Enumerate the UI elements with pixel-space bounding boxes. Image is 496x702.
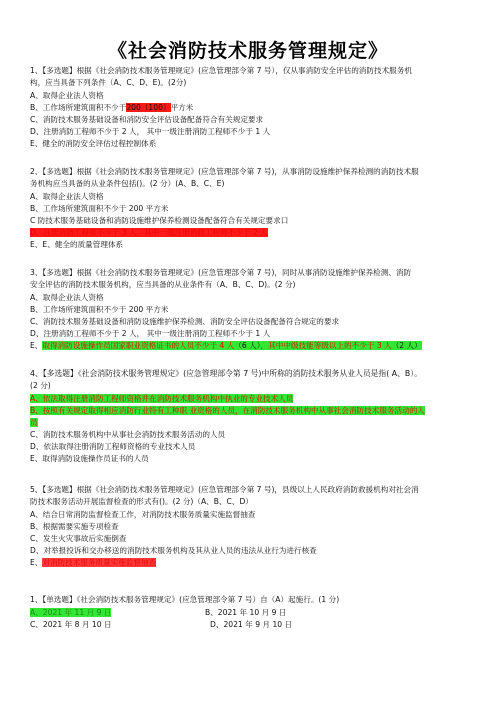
s1-option-b: B、2021 年 10 月 9 日 xyxy=(205,608,287,617)
q3-option-b: B、工作场所建筑面积不少于 200 平方米 xyxy=(30,305,169,314)
q4-option-b-highlight2: 员 xyxy=(30,418,38,427)
s1-stem-line1: 1、【单选题】《社会消防技术服务管理规定》(应急管理部令第 7 号）自（A）起施行。(1 分) xyxy=(30,595,340,604)
q2-option-b: B、工作场所建筑面积不少于 200 平方米 xyxy=(30,204,169,213)
q2-option-a: A、取得企业法人资格 xyxy=(30,192,104,201)
q2-stem-line2: 务机构应当具备的从业条件包括()。(2 分）(A、B、C、E) xyxy=(30,179,225,188)
q2-stem-line1: 2、【多选题】根据《社会消防技术服务管理规定》(应急管理部令第 7 号)，从事消防设施维护保养检测的消防技术服 xyxy=(30,167,419,176)
q5-stem-line1: 5、【多选题】根据《社会消防技术服务管理规定》(应急管理部令第 7 号)，县级以上人民政府消防救援机构对社会消 xyxy=(30,485,419,494)
q1-option-c: C、消防技术服务基础设备和消防安全评估设备配备符合有关规定要求 xyxy=(30,115,264,124)
q3-option-e-highlight1: 取得消防设施操作员国家职业资格证书的人员不少于 4 人 xyxy=(42,341,235,350)
q1-option-e: E、健全的消防安全评估过程控制体系 xyxy=(30,139,157,148)
s1-option-d: D、2021 年 9 月 10 日 xyxy=(210,620,293,629)
q2-option-d-highlight: D、注册消防工程师不少于 3 人，其中一级注册消防工程师不少于 2 人 xyxy=(30,228,268,237)
q5-option-c: C、发生火灾事故后实施倒查 xyxy=(30,534,127,543)
q5-option-d: D、对举报投诉和交办移送的消防技术服务机构及其从业人员的违法从业行为进行核查 xyxy=(30,546,317,555)
q1-option-a: A、取得企业法人资格 xyxy=(30,91,104,100)
q1-option-b xyxy=(30,103,193,113)
q3-option-d: D、注册消防工程师不少于 2 人， 其中一级注册消防工程师不少于 1 人 xyxy=(30,329,271,338)
q1-stem-line2: 构，应当具备下列条件（A、C、D、E)。(2分) xyxy=(30,78,187,87)
q3-option-e-pre: E、 xyxy=(30,341,43,350)
q1-option-d: D、注册消防工程师不少于 2 人， 其中一级注册消防工程师不少于 1 人 xyxy=(30,127,271,136)
q4-stem-line2: (2 分) xyxy=(30,381,51,390)
q2-option-d xyxy=(30,228,268,238)
q1-stem-line1: 1、【多选题】根据《社会消防技术服务管理规定》(应急管理部令第 7 号），仅从事消防安全评估的消防技术服务机 xyxy=(30,66,412,75)
q1-option-b-pre: B、工作场所建筑面积不少于 xyxy=(30,103,127,112)
q3-stem-line2: 安全评估的消防技术服务机构，应当具备的从业条件有（A、B、C、D)。(2 分) xyxy=(30,280,296,289)
q5-stem-line2: 防技术服务活动开展监督检查的形式有()。(2 分)（A、B、C、D） xyxy=(30,497,253,506)
q1-option-b-post: 平方米 xyxy=(170,103,194,112)
q1-option-b-highlight: 200（100） xyxy=(126,103,171,112)
q3-stem-line1: 3、【多选题】根据《社会消防技术服务管理规定》(应急管理部令第 7 号)，同时从事消防设施维护保养检测、消防 xyxy=(30,268,412,277)
q5-option-e-highlight: 对消防技术服务质量实施监督抽查 xyxy=(42,558,157,567)
q2-option-c: C 防技术服务基础设备和消防设施维护保养检测设备配备符合有关规定要求口 xyxy=(30,216,289,225)
q4-option-b-line2 xyxy=(30,418,38,428)
s1-option-a-highlight: A、2021 年 11 月 9 日 xyxy=(30,608,112,617)
q3-option-c: C、消防技术服务基础设备和消防设施维护保养检测、消防安全评估设备配备符合规定的要求 xyxy=(30,317,340,326)
s1-option-c: C、2021 年 8 月 10 日 xyxy=(30,620,112,629)
q3-option-e-highlight2: ，其中中级技能等级以上的不少于 3 人 xyxy=(260,341,392,350)
q3-option-a: A、取得企业法人资格 xyxy=(30,293,104,302)
q3-option-e xyxy=(30,341,422,351)
q2-option-e: E、E、健全的质量管理体系 xyxy=(30,240,124,249)
s1-option-a xyxy=(30,608,111,618)
q5-option-e xyxy=(30,558,156,568)
q4-option-a-highlight: A、依法取得注册消防工程师资格并在消防技术服务机构中执业的专业技术人员 xyxy=(30,394,294,403)
q3-option-e-annotation2: （2 人） xyxy=(391,341,422,350)
q4-stem-line1: 4、【多选题】《社会消防技术服务管理规定》(应急管理部令第 7 号)中所称的消防技术服务从业人员是指( A、B）。 xyxy=(30,369,422,378)
q4-option-e: E、取得消防设施操作员证书的人员 xyxy=(30,454,149,463)
q4-option-b-highlight1: B、按照有关规定取得相应消防行业特有工种职 业资格的人员，在消防技术服务机构中从事社会消防技术服务活动的人 xyxy=(30,406,425,415)
q5-option-b: B、根据需要实施专项检查 xyxy=(30,522,119,531)
q3-option-e-annotation1: （6 人） xyxy=(234,341,261,350)
q5-option-e-pre: E、 xyxy=(30,558,43,567)
document-title: 《社会消防技术服务管理规定》 xyxy=(107,40,388,62)
q4-option-d: D、依法取得注册消防工程师资格的专业技术人员 xyxy=(30,442,196,451)
q5-option-a: A、结合日常消防监督检查工作，对消防技术服务质量实施监督抽查 xyxy=(30,510,256,519)
q4-option-a xyxy=(30,394,293,404)
q4-option-c: C、消防技术服务机构中从事社会消防技术服务活动的人员 xyxy=(30,430,226,439)
q4-option-b-line1 xyxy=(30,406,425,416)
